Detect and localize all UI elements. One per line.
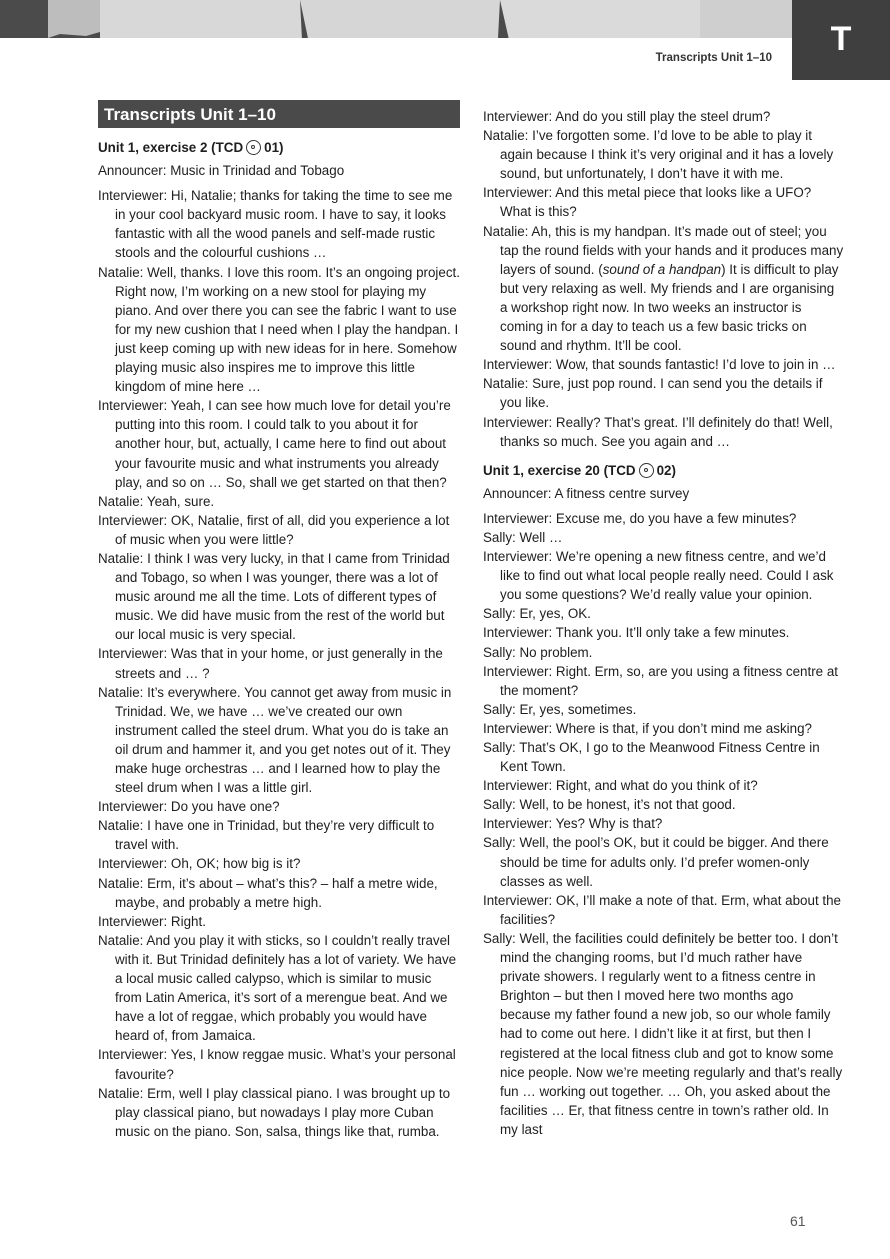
running-head: Transcripts Unit 1–10	[655, 52, 772, 64]
transcript-line: Sally: Well, to be honest, it’s not that good.	[483, 797, 736, 813]
header-band	[0, 0, 890, 58]
transcript-continued	[483, 107, 845, 451]
transcript-line: Sally: Well …	[483, 529, 563, 545]
transcript-line: Interviewer: Really? That’s great. I’ll definitely do that! Well, thanks so much. See you again and …	[483, 414, 833, 449]
transcript-line: Natalie: I have one in Trinidad, but they’re very difficult to travel with.	[98, 818, 435, 853]
transcript-line: Natalie: And you play it with sticks, so I couldn’t really travel with it. But Trinidad definitely has a lot of variety. We have a local music called calypso, which is similar to music from Latin America, it’s sort of a merengue beat. And we have a lot of reggae, which probably you would have heard of, from Jamaica.	[98, 932, 457, 1044]
announcer-line: Announcer: Music in Trinidad and Tobago	[98, 163, 345, 179]
page-title: Transcripts Unit 1–10	[98, 100, 460, 128]
transcript-line: Interviewer: Do you have one?	[98, 799, 280, 815]
cd-icon	[246, 140, 261, 155]
transcript-line: Sally: Er, yes, OK.	[483, 606, 591, 622]
transcript-line: Natalie: Well, thanks. I love this room. It’s an ongoing project. Right now, I’m working on a new stool for playing my piano. And over there you can see the fabric I want to use for my new cushion that I need when I play the handpan. I just keep coming up with new ideas for in here. Somehow playing music also inspires me to improve this little kingdom of mine here …	[98, 264, 460, 395]
right-column	[483, 107, 845, 1139]
transcript-line: Interviewer: Thank you. It’ll only take a few minutes.	[483, 625, 790, 641]
transcript-line: Sally: That’s OK, I go to the Meanwood Fitness Centre in Kent Town.	[483, 740, 820, 775]
section-gap	[483, 451, 845, 461]
transcript-lines	[98, 186, 460, 1141]
left-column	[98, 100, 460, 1141]
exercise-heading-text: Unit 1, exercise 2 (TCD	[98, 140, 244, 155]
handpan-text-post: ) It is difficult to play but very relaxing as well. My friends and I are organising a workshop right now. In two weeks an instructor is coming in for a day to teach us a few basic tricks on sound and rhythm. It’ll be cool.	[500, 261, 839, 354]
announcer-line: Announcer: A fitness centre survey	[483, 485, 690, 501]
transcript-line: Interviewer: And do you still play the steel drum?	[483, 109, 771, 124]
transcript-line: Interviewer: OK, I’ll make a note of that. Erm, what about the facilities?	[483, 892, 841, 927]
transcript-line: Interviewer: Yeah, I can see how much love for detail you’re putting into this room. I could talk to you about it for another hour, but, actually, I came here to find out about your favourite music and what instruments you already play, and so on … So, shall we get started on that then?	[98, 398, 451, 490]
handpan-text-pre: Natalie: Ah, this is my handpan. It’s made out of steel; you tap the round fields with your hands and it produces many layers of sound. (	[483, 223, 844, 277]
transcript-line: Interviewer: OK, Natalie, first of all, did you experience a lot of music when you were little?	[98, 512, 450, 547]
transcript-line: Interviewer: Hi, Natalie; thanks for taking the time to see me in your cool backyard music room. I have to say, it looks fantastic with all the wood panels and self-made rustic stools and the colourful cushions …	[98, 188, 453, 261]
transcript-lines	[483, 509, 845, 1139]
transcript-line: Natalie: It’s everywhere. You cannot get away from music in Trinidad. We, we have … we’ve created our own instrument called the steel drum. What you do is take an oil drum and hammer it, and you get notes out of it. They make huge orchestras … and I learned how to play the steel drum when I was a little girl.	[98, 684, 452, 796]
transcript-line: Interviewer: Right.	[98, 913, 206, 929]
header-band-graphic	[0, 0, 890, 58]
transcript-line: Interviewer: Right, and what do you think of it?	[483, 778, 758, 794]
transcript-line: Natalie: I’ve forgotten some. I’d love to be able to play it again because I think it’s very original and it has a lovely sound, but unfortunately, I don’t have it with me.	[483, 128, 834, 182]
sound-effect-note: sound of a handpan	[602, 261, 722, 277]
transcript-line: Interviewer: We’re opening a new fitness centre, and we’d like to find out what local people really need. Could I ask you some questions? We’d really value your opinion.	[483, 549, 834, 603]
transcript-line: Interviewer: Yes? Why is that?	[483, 816, 663, 832]
exercise-heading	[98, 138, 460, 157]
transcript-line: Natalie: Yeah, sure.	[98, 493, 215, 509]
transcript-line: Sally: No problem.	[483, 644, 593, 660]
transcript-line: Interviewer: And this metal piece that looks like a UFO? What is this?	[483, 185, 812, 220]
transcript-line: Interviewer: Wow, that sounds fantastic! I’d love to join in …	[483, 357, 836, 373]
exercise-heading-text: Unit 1, exercise 20 (TCD	[483, 462, 636, 478]
transcript-line: Interviewer: Excuse me, do you have a few minutes?	[483, 510, 797, 526]
transcript-line: Sally: Well, the pool’s OK, but it could be bigger. And there should be time for adults only. I’d prefer women-only classes as well.	[483, 835, 829, 889]
track-number: 01)	[264, 140, 284, 155]
transcript-line: Interviewer: Yes, I know reggae music. What’s your personal favourite?	[98, 1047, 456, 1082]
track-number: 02)	[656, 462, 676, 478]
transcript-line: Interviewer: Was that in your home, or just generally in the streets and … ?	[98, 646, 443, 681]
exercise-heading	[483, 461, 845, 480]
transcript-line: Interviewer: Oh, OK; how big is it?	[98, 856, 301, 872]
page-number: 61	[790, 1213, 806, 1229]
transcript-line: Sally: Well, the facilities could definitely be better too. I don’t mind the changing rooms, but I’d much rather have private showers. I regularly went to a fitness centre in Brighton – but then I moved here two months ago because my father found a new job, so our whole family had to come out here. I didn’t like it at first, but then I registered at the local fitness club and got to know some nice people. Now we’re meeting regularly and that’s really fun … working out together. … Oh, you asked about the facilities … Er, that fitness centre in town’s rather old. In my last	[483, 930, 843, 1137]
chapter-tab: T	[792, 0, 890, 80]
cd-icon	[639, 463, 654, 478]
transcript-line: Natalie: Sure, just pop round. I can send you the details if you like.	[483, 376, 823, 411]
transcript-line: Natalie: Erm, it’s about – what’s this? – half a metre wide, maybe, and probably a metre high.	[98, 875, 438, 910]
transcript-line-handpan	[483, 222, 845, 356]
transcript-line: Sally: Er, yes, sometimes.	[483, 701, 637, 717]
transcript-line: Natalie: I think I was very lucky, in that I came from Trinidad and Tobago, so when I was younger, there was a lot of music around me all the time. Lots of different types of music. We did have music from the rest of the world but our local music is very special.	[98, 550, 450, 643]
transcript-line: Natalie: Erm, well I play classical piano. I was brought up to play classical piano, but nowadays I play more Cuban music on the piano. Son, salsa, things like that, rumba.	[98, 1085, 451, 1139]
transcript-line: Interviewer: Where is that, if you don’t mind me asking?	[483, 720, 812, 736]
transcript-line: Interviewer: Right. Erm, so, are you using a fitness centre at the moment?	[483, 663, 839, 698]
